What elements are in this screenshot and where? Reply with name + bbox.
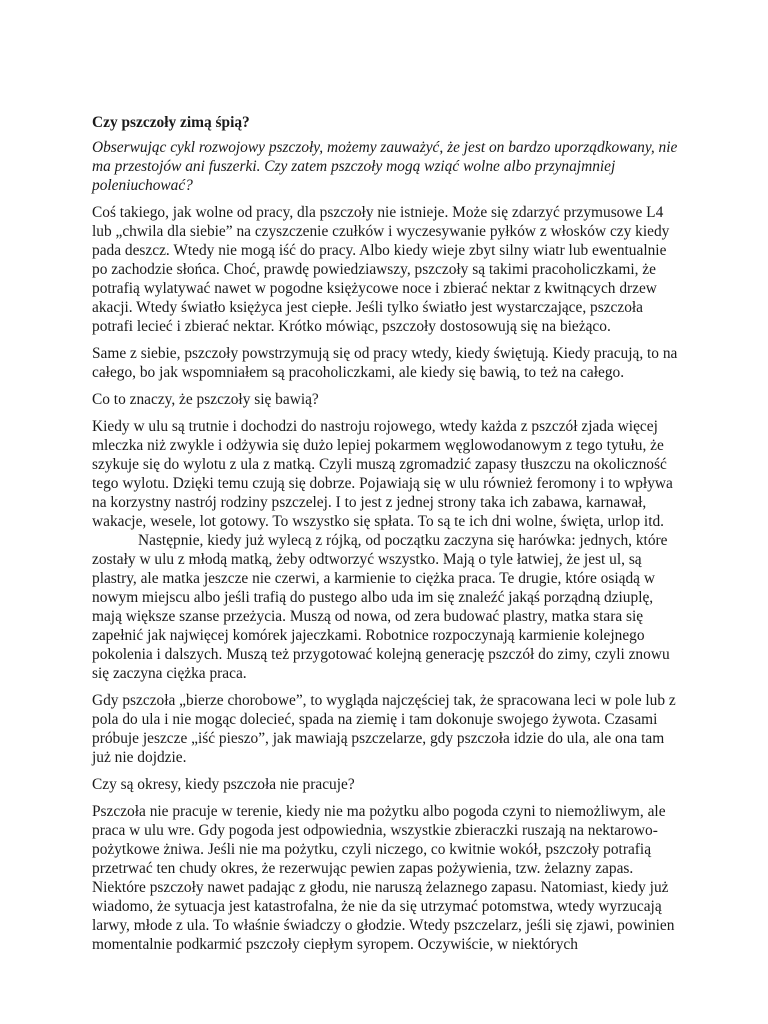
paragraph-2: Same z siebie, pszczoły powstrzymują się od pracy wtedy, kiedy świętują. Kiedy pracują, to na całego, bo jak wspomniałem są pracoholiczkami, ale kiedy się bawią, to też na całego.	[92, 345, 678, 381]
article-title: Czy pszczoły zimą śpią?	[92, 114, 250, 131]
question-2: Czy są okresy, kiedy pszczoła nie pracuje?	[92, 776, 355, 793]
paragraph-6: Pszczoła nie pracuje w terenie, kiedy nie ma pożytku albo pogoda czyni to niemożliwym, ale praca w ulu wre. Gdy pogoda jest odpowiednia, wszystkie zbieraczki ruszają na nektarowo-pożytkowe żniwa. Jeśli nie ma pożytku, czyli niczego, co kwitnie wokół, pszczoły potrafią przetrwać ten chudy okres, że rezerwując pewien zapas pożywienia, tzw. żelazny zapas. Niektóre pszczoły nawet padając z głodu, nie naruszą żelaznego zapasu. Natomiast, kiedy już wiadomo, że sytuacja jest katastrofalna, że nie da się utrzymać potomstwa, wtedy wyrzucają larwy, młode z ula. To właśnie świadczy o głodzie. Wtedy pszczelarz, jeśli się zjawi, powinien momentalnie podkarmić pszczoły ciepłym syropem. Oczywiście, w niektórych	[92, 803, 675, 953]
paragraph-4: Następnie, kiedy już wylecą z rójką, od początku zaczyna się harówka: jednych, które zostały w ulu z młodą matką, żeby odtworzyć wszystko. Mają o tyle łatwiej, że jest ul, są plastry, ale matka jeszcze nie czerwi, a karmienie to ciężka praca. Te drugie, które osiądą w nowym miejscu albo jeśli trafią do pustego albo uda im się znaleźć jakąś porządną dziuplę, mają większe szanse przeżycia. Muszą od nowa, od zera budować plastry, matka stara się zapełnić jak najwięcej komórek jajeczkami. Robotnice rozpoczynają karmienie kolejnego pokolenia i dalszych. Muszą też przygotować kolejną generację pszczół do zimy, czyli znowu się zaczyna ciężka praca.	[92, 532, 670, 682]
article-lead: Obserwując cykl rozwojowy pszczoły, możemy zauważyć, że jest on bardzo uporządkowany, nie ma przestojów ani fuszerki. Czy zatem pszczoły mogą wziąć wolne albo przynajmniej poleniuchować?	[92, 139, 678, 194]
document-page	[92, 113, 684, 962]
paragraph-3: Kiedy w ulu są trutnie i dochodzi do nastroju rojowego, wtedy każda z pszczół zjada więcej mleczka niż zwykle i odżywia się dużo lepiej pokarmem węglowodanowym z tego tytułu, że szykuje się do wylotu z ula z matką. Czyli muszą zgromadzić zapasy tłuszczu na okoliczność tego wylotu. Dzięki temu czują się dobrze. Pojawiają się w ulu również feromony i to wpływa na korzystny nastrój rodziny pszczelej. I to jest z jednej strony taka ich zabawa, karnawał, wakacje, wesele, lot gotowy. To wszystko się spłata. To są te ich dni wolne, święta, urlop itd.	[92, 418, 673, 530]
question-1: Co to znaczy, że pszczoły się bawią?	[92, 391, 319, 408]
paragraph-1: Coś takiego, jak wolne od pracy, dla pszczoły nie istnieje. Może się zdarzyć przymusowe L4 lub „chwila dla siebie” na czyszczenie czułków i wyczesywanie pyłków z włosków czy kiedy pada deszcz. Wtedy nie mogą iść do pracy. Albo kiedy wieje zbyt silny wiatr lub ewentualnie po zachodzie słońca. Choć, prawdę powiedziawszy, pszczoły są takimi pracoholiczkami, że potrafią wylatywać nawet w pogodne księżycowe noce i zbierać nektar z kwitnących drzew akacji. Wtedy światło księżyca jest ciepłe. Jeśli tylko światło jest wystarczające, pszczoła potrafi lecieć i zbierać nektar. Krótko mówiąc, pszczoły dostosowują się na bieżąco.	[92, 204, 670, 335]
paragraph-5: Gdy pszczoła „bierze chorobowe”, to wygląda najczęściej tak, że spracowana leci w pole lub z pola do ula i nie mogąc dolecieć, spada na ziemię i tam dokonuje swojego żywota. Czasami próbuje jeszcze „iść pieszo”, jak mawiają pszczelarze, gdy pszczoła idzie do ula, ale ona tam już nie dojdzie.	[92, 692, 676, 766]
